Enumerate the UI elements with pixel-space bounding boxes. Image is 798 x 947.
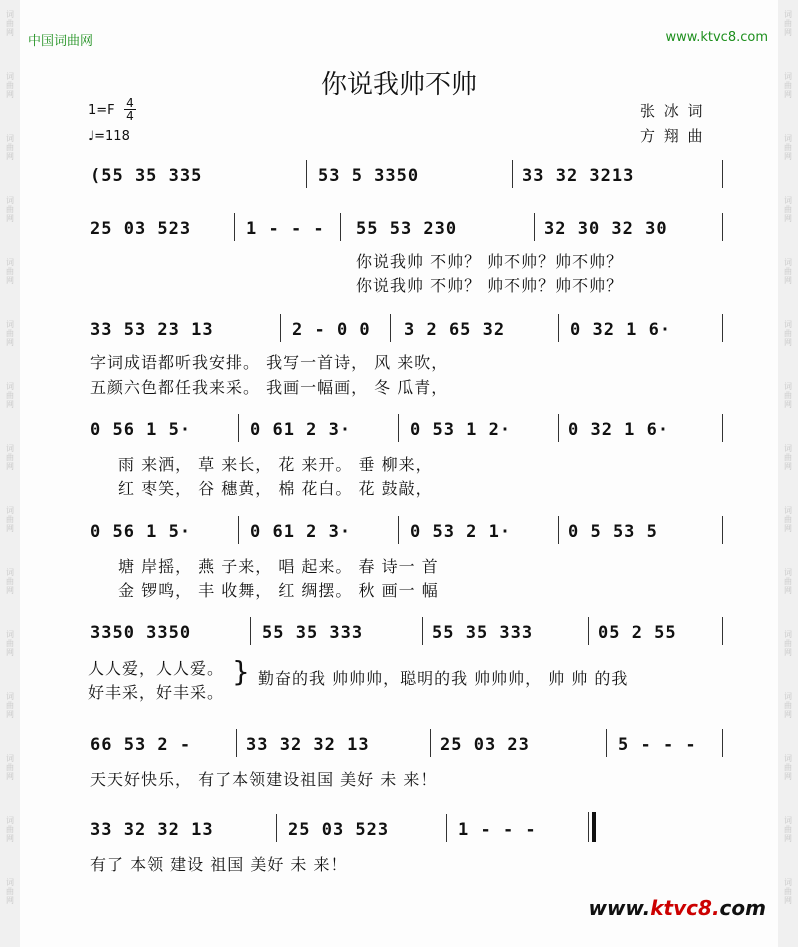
time-signature <box>124 97 136 122</box>
measure: 1 - - - <box>458 820 537 840</box>
barline <box>722 314 723 342</box>
lyric-verse-2: 你说我帅 不帅？ 帅不帅？帅不帅？ <box>356 276 624 295</box>
watermark-mark: 词 曲 网 <box>6 72 14 99</box>
time-top: 4 <box>126 96 134 110</box>
watermark-mark: 词 曲 网 <box>6 10 14 37</box>
barline <box>722 617 723 645</box>
barline <box>722 213 723 241</box>
tempo-value: =118 <box>94 129 130 144</box>
measure: 55 53 230 <box>356 219 458 239</box>
measure: 2 - 0 0 <box>292 320 371 340</box>
watermark-mark: 词 曲 网 <box>784 444 792 471</box>
measure: 55 35 333 <box>432 623 534 643</box>
measure: 0 61 2 3· <box>250 420 352 440</box>
measure: 0 56 1 5· <box>90 420 192 440</box>
barline <box>250 617 251 645</box>
measure: 66 53 2 - <box>90 735 192 755</box>
watermark-mark: 词 曲 网 <box>784 320 792 347</box>
barline <box>306 160 307 188</box>
watermark-mark: 词 曲 网 <box>784 382 792 409</box>
final-barline-thick <box>592 812 596 842</box>
measure: 55 35 333 <box>262 623 364 643</box>
barline <box>238 414 239 442</box>
measure: 0 32 1 6· <box>570 320 672 340</box>
watermark-mark: 词 曲 网 <box>784 72 792 99</box>
measure: 25 03 523 <box>90 219 192 239</box>
watermark-mark: 词 曲 网 <box>6 630 14 657</box>
lyric-shared: 勤奋的我 帅帅帅，聪明的我 帅帅帅， 帅 帅 的我 <box>258 669 629 688</box>
lyric-verse-2: 五颜六色都任我来采。 我画一幅画， 冬 瓜青， <box>90 378 449 397</box>
watermark-mark: 词 曲 网 <box>784 692 792 719</box>
watermark-mark: 词 曲 网 <box>6 816 14 843</box>
measure: 1 - - - <box>246 219 325 239</box>
measure: 5 - - - <box>618 735 697 755</box>
measure: 25 03 523 <box>288 820 390 840</box>
footer-logo[interactable] <box>588 896 766 920</box>
watermark-mark: 词 曲 网 <box>784 630 792 657</box>
barline <box>534 213 535 241</box>
measure: 33 32 3213 <box>522 166 635 186</box>
notation-line-1 <box>90 166 202 186</box>
song-title: 你说我帅不帅 <box>320 70 477 100</box>
watermark-mark: 词 曲 网 <box>784 506 792 533</box>
watermark-mark: 词 曲 网 <box>784 196 792 223</box>
barline <box>558 414 559 442</box>
lyric-verse-1: 雨 来洒， 草 来长， 花 来开。 垂 柳来， <box>118 455 433 474</box>
barline <box>398 516 399 544</box>
barline <box>430 729 431 757</box>
watermark-mark: 词 曲 网 <box>6 754 14 781</box>
lyric-verse-1: 字词成语都听我安排。 我写一首诗， 风 来吹， <box>90 353 449 372</box>
footer-logo-text: www.ktvc8.com <box>588 896 766 920</box>
lyric-verse-2: 好丰采，好丰采。 <box>88 683 225 702</box>
barline <box>276 814 277 842</box>
measure: 0 32 1 6· <box>568 420 670 440</box>
barline <box>606 729 607 757</box>
lyric-verse-1: 天天好快乐， 有了本领建设祖国 美好 未 来！ <box>90 770 438 789</box>
barline <box>422 617 423 645</box>
measure: (55 35 335 <box>90 166 203 186</box>
tempo-marking <box>88 129 130 144</box>
lyric-verse-1: 人人爱，人人爱。 <box>88 659 225 678</box>
watermark-mark: 词 曲 网 <box>6 692 14 719</box>
measure: 3 2 65 32 <box>404 320 506 340</box>
final-barline-thin <box>588 812 589 842</box>
measure: 53 5 3350 <box>318 166 420 186</box>
lyricist-credit: 张 冰 词 <box>640 102 705 120</box>
barline <box>340 213 341 241</box>
barline <box>722 729 723 757</box>
measure: 05 2 55 <box>598 623 677 643</box>
lyric-verse-1: 塘 岸摇， 燕 子来， 唱 起来。 春 诗一 首 <box>118 557 439 576</box>
site-url-right[interactable]: www.ktvc8.com <box>665 30 768 45</box>
barline <box>558 516 559 544</box>
watermark-mark: 词 曲 网 <box>6 258 14 285</box>
watermark-mark: 词 曲 网 <box>6 568 14 595</box>
watermark-mark: 词 曲 网 <box>6 506 14 533</box>
barline <box>722 516 723 544</box>
lyric-verse-1: 有了 本领 建设 祖国 美好 未 来！ <box>90 855 348 874</box>
brace-icon: } <box>232 655 250 688</box>
watermark-mark: 词 曲 网 <box>6 196 14 223</box>
measure: 0 61 2 3· <box>250 522 352 542</box>
watermark-mark: 词 曲 网 <box>784 816 792 843</box>
barline <box>398 414 399 442</box>
site-name-left[interactable]: 中国词曲网 <box>28 34 94 49</box>
barline <box>234 213 235 241</box>
time-bottom: 4 <box>124 109 136 122</box>
barline <box>390 314 391 342</box>
watermark-mark: 词 曲 网 <box>6 444 14 471</box>
measure: 0 56 1 5· <box>90 522 192 542</box>
measure: 33 53 23 13 <box>90 320 214 340</box>
watermark-mark: 词 曲 网 <box>784 754 792 781</box>
composer-credit: 方 翔 曲 <box>640 127 705 145</box>
barline <box>236 729 237 757</box>
watermark-mark: 词 曲 网 <box>784 568 792 595</box>
measure: 0 5 53 5 <box>568 522 658 542</box>
barline <box>588 617 589 645</box>
barline <box>722 414 723 442</box>
measure: 0 53 2 1· <box>410 522 512 542</box>
watermark-mark: 词 曲 网 <box>784 134 792 161</box>
barline <box>512 160 513 188</box>
watermark-mark: 词 曲 网 <box>6 134 14 161</box>
watermark-mark: 词 曲 网 <box>6 382 14 409</box>
barline <box>280 314 281 342</box>
barline <box>446 814 447 842</box>
measure: 32 30 32 30 <box>544 219 668 239</box>
key-signature: 1=F <box>88 103 115 118</box>
watermark-mark: 词 曲 网 <box>784 878 792 905</box>
measure: 25 03 23 <box>440 735 530 755</box>
measure: 33 32 32 13 <box>246 735 370 755</box>
watermark-mark: 词 曲 网 <box>784 10 792 37</box>
lyric-verse-1: 你说我帅 不帅？ 帅不帅？帅不帅？ <box>356 252 624 271</box>
barline <box>722 160 723 188</box>
measure: 3350 3350 <box>90 623 192 643</box>
quarter-note-icon: ♩ <box>88 129 95 144</box>
watermark-mark: 词 曲 网 <box>6 878 14 905</box>
watermark-mark: 词 曲 网 <box>784 258 792 285</box>
measure: 33 32 32 13 <box>90 820 214 840</box>
barline <box>558 314 559 342</box>
barline <box>238 516 239 544</box>
lyric-verse-2: 红 枣笑， 谷 穗黄， 棉 花白。 花 鼓敲， <box>118 479 433 498</box>
watermark-mark: 词 曲 网 <box>6 320 14 347</box>
lyric-verse-2: 金 锣鸣， 丰 收舞， 红 绸摆。 秋 画一 幅 <box>118 581 439 600</box>
measure: 0 53 1 2· <box>410 420 512 440</box>
